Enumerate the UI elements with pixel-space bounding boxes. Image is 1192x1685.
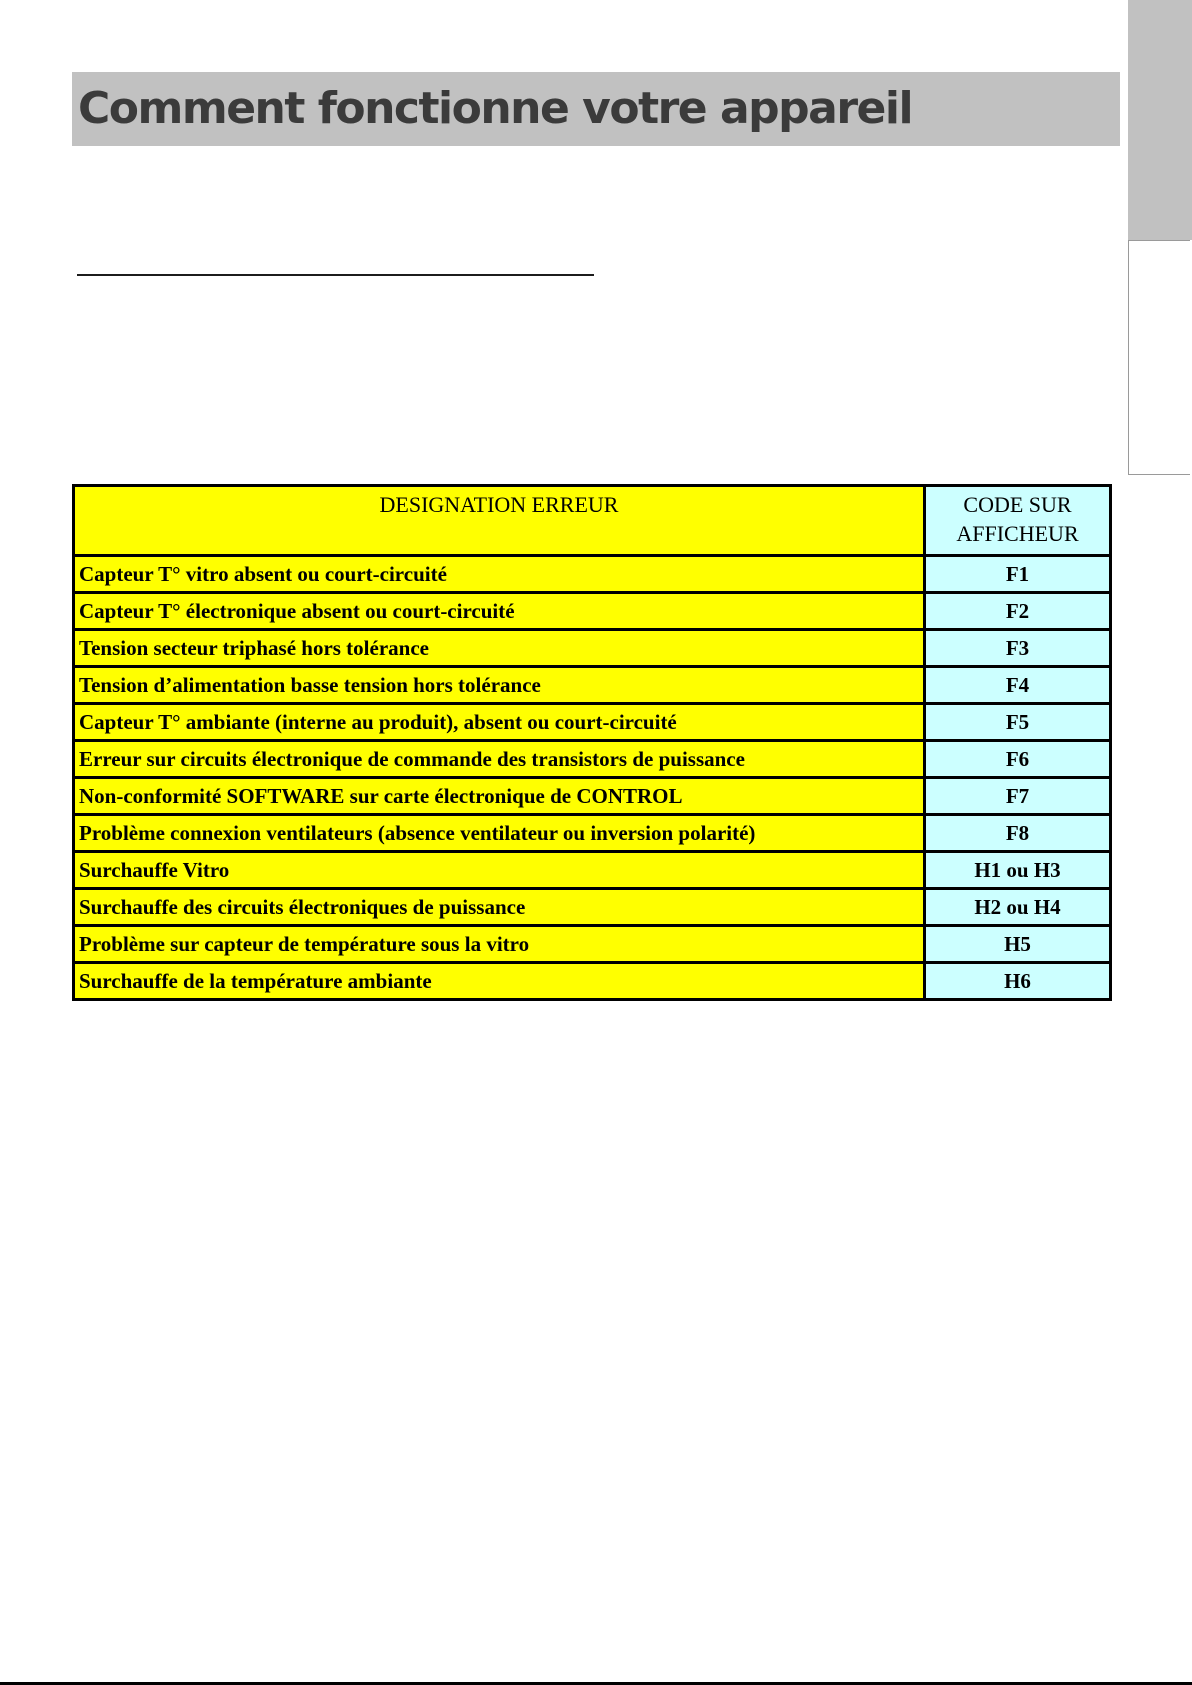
table-row: [74, 815, 1111, 852]
table-row: [74, 852, 1111, 889]
title-bar: [72, 72, 1120, 146]
error-code: F1: [925, 556, 1111, 593]
header-designation: DESIGNATION ERREUR: [74, 486, 925, 556]
table-row: [74, 778, 1111, 815]
error-designation: Non-conformité SOFTWARE sur carte électronique de CONTROL: [74, 778, 925, 815]
page-title: Comment fonctionne votre appareil: [78, 83, 913, 134]
error-code: H6: [925, 963, 1111, 1000]
error-code: F6: [925, 741, 1111, 778]
error-rows: [74, 556, 1111, 1000]
error-designation: Surchauffe de la température ambiante: [74, 963, 925, 1000]
table-row: [74, 556, 1111, 593]
error-code: F4: [925, 667, 1111, 704]
table-row: [74, 593, 1111, 630]
table-header-row: [74, 486, 1111, 556]
table-row: [74, 926, 1111, 963]
error-designation: Problème connexion ventilateurs (absence ventilateur ou inversion polarité): [74, 815, 925, 852]
table-row: [74, 630, 1111, 667]
table-row: [74, 889, 1111, 926]
error-designation: Erreur sur circuits électronique de commande des transistors de puissance: [74, 741, 925, 778]
error-code: H5: [925, 926, 1111, 963]
table-row: [74, 963, 1111, 1000]
side-tab-white: [1128, 240, 1190, 475]
error-code: H1 ou H3: [925, 852, 1111, 889]
side-tab-grey: [1128, 0, 1192, 240]
error-code: F2: [925, 593, 1111, 630]
table-row: [74, 741, 1111, 778]
error-designation: Capteur T° vitro absent ou court-circuité: [74, 556, 925, 593]
error-designation: Surchauffe Vitro: [74, 852, 925, 889]
header-code: [925, 486, 1111, 556]
header-code-label: CODE SUR AFFICHEUR: [956, 492, 1079, 546]
section-underline: [77, 274, 594, 276]
error-code: F7: [925, 778, 1111, 815]
error-code: F5: [925, 704, 1111, 741]
error-designation: Surchauffe des circuits électroniques de puissance: [74, 889, 925, 926]
error-code-table: [72, 484, 1112, 1001]
error-code: F3: [925, 630, 1111, 667]
error-code: H2 ou H4: [925, 889, 1111, 926]
error-code: F8: [925, 815, 1111, 852]
error-designation: Tension secteur triphasé hors tolérance: [74, 630, 925, 667]
table-row: [74, 704, 1111, 741]
error-designation: Tension d’alimentation basse tension hors tolérance: [74, 667, 925, 704]
error-designation: Capteur T° ambiante (interne au produit), absent ou court-circuité: [74, 704, 925, 741]
error-designation: Capteur T° électronique absent ou court-circuité: [74, 593, 925, 630]
error-designation: Problème sur capteur de température sous la vitro: [74, 926, 925, 963]
table-row: [74, 667, 1111, 704]
